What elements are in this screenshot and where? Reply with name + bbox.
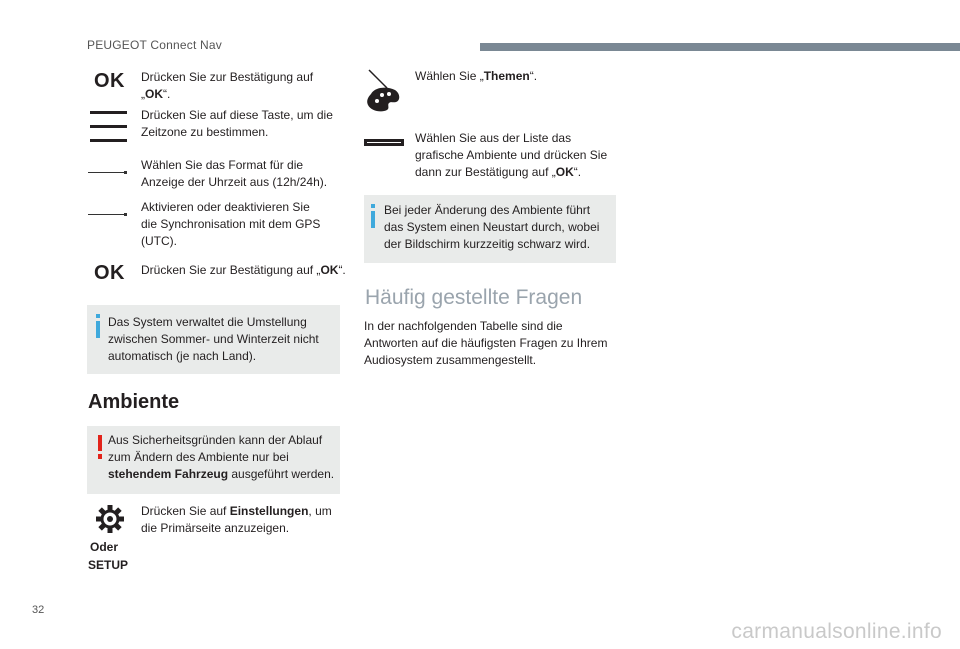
- info-note: Bei jeder Änderung des Ambiente führt das System einen Neustart durch, wobei der Bildschirm kurzzeitig schwarz wird.: [364, 195, 616, 263]
- ok-icon: OK: [94, 262, 125, 284]
- header-title: PEUGEOT Connect Nav: [87, 38, 222, 52]
- info-note: Das System verwaltet die Umstellung zwischen Sommer- und Winterzeit nicht automatisch (je nach Land).: [87, 305, 340, 374]
- oder-label: Oder: [90, 540, 119, 554]
- info-icon: [370, 204, 376, 228]
- toggle-line-icon: [88, 171, 128, 174]
- list-bar-icon: [364, 139, 404, 146]
- toggle-line-icon: [88, 213, 128, 216]
- info-icon: [95, 314, 101, 338]
- palette-icon: [365, 67, 403, 113]
- warning-icon: [97, 435, 103, 459]
- step3-text: Wählen Sie das Format für die Anzeige der Uhrzeit aus (12h/24h).: [141, 158, 328, 189]
- header-bar: [480, 43, 960, 51]
- setup-label: SETUP: [88, 558, 129, 572]
- settings-step-text: Drücken Sie auf Einstellungen, um die Primärseite anzuzeigen.: [141, 504, 332, 535]
- page-number: 32: [32, 604, 45, 616]
- faq-title: Häufig gestellte Fragen: [365, 286, 583, 309]
- step5-text: Drücken Sie zur Bestätigung auf „OK“.: [141, 263, 346, 277]
- list-step-text: Wählen Sie aus der Liste das grafische Ambiente und drücken Sie dann zur Bestätigung auf „OK“.: [415, 131, 608, 179]
- ok-icon: OK: [94, 70, 125, 92]
- step2-text: Drücken Sie auf diese Taste, um die Zeitzone zu bestimmen.: [141, 108, 333, 139]
- step4-text: Aktivieren oder deaktivieren Sie die Synchronisation mit dem GPS (UTC).: [141, 200, 321, 248]
- menu-icon: [90, 111, 127, 143]
- step1-text: Drücken Sie zur Bestätigung auf „OK“.: [141, 70, 314, 101]
- theme-step-text: Wählen Sie „Themen“.: [415, 69, 538, 83]
- warning-note: Aus Sicherheitsgründen kann der Ablauf zum Ändern des Ambiente nur bei stehendem Fahrzeug ausgeführt werden.: [87, 426, 340, 494]
- watermark: carmanualsonline.info: [731, 620, 942, 643]
- gear-icon: [96, 505, 124, 533]
- faq-intro: In der nachfolgenden Tabelle sind die Antworten auf die häufigsten Fragen zu Ihrem Audiosystem zusammengestellt.: [364, 319, 608, 367]
- section-title-ambiente: Ambiente: [88, 391, 180, 413]
